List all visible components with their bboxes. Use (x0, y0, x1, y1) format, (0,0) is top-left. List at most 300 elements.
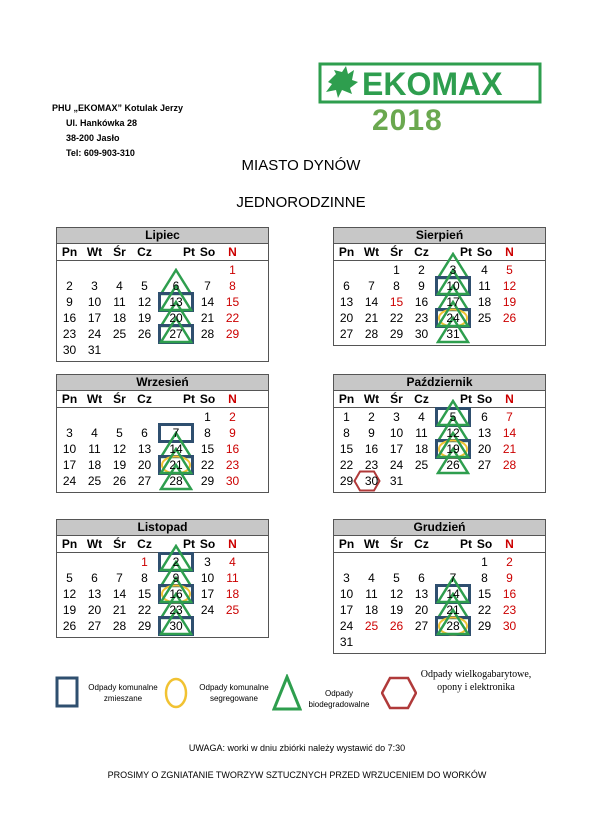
day-cell (472, 586, 497, 602)
weekday-label: Pt (460, 392, 472, 406)
month-block (56, 519, 269, 638)
day-cell (82, 409, 107, 425)
day-number: 6 (172, 279, 180, 293)
day-cell (434, 441, 472, 457)
weekday-label: Pt (183, 537, 195, 551)
day-cell (359, 294, 384, 310)
day-cell (195, 342, 220, 358)
day-number: 16 (62, 311, 77, 325)
day-cell (434, 602, 472, 618)
week-row (57, 586, 268, 602)
day-cell (384, 425, 409, 441)
day-cell (359, 457, 384, 473)
weekday-label: Wt (363, 245, 380, 259)
day-cell (497, 634, 522, 650)
weekday-label: Śr (390, 537, 403, 551)
day-number: 18 (364, 603, 379, 617)
day-number: 15 (477, 587, 492, 601)
week-row (57, 278, 268, 294)
day-number: 19 (62, 603, 77, 617)
day-cell (82, 342, 107, 358)
day-cell (220, 425, 245, 441)
day-cell (334, 425, 359, 441)
day-cell (82, 310, 107, 326)
week-row (334, 602, 545, 618)
day-cell (220, 602, 245, 618)
day-number: 30 (62, 343, 77, 357)
week-row (334, 310, 545, 326)
week-row (334, 457, 545, 473)
legend-segregated-icon (163, 676, 189, 713)
day-number: 2 (418, 263, 425, 277)
weekday-label: So (476, 245, 493, 259)
weekday-label: Cz (414, 537, 429, 551)
day-cell (57, 570, 82, 586)
day-cell (195, 262, 220, 278)
day-cell (220, 457, 245, 473)
day-number: 1 (204, 410, 211, 424)
day-number: 13 (169, 295, 183, 309)
day-cell (57, 278, 82, 294)
day-cell (359, 473, 384, 489)
day-cell (132, 554, 157, 570)
day-cell (82, 554, 107, 570)
day-number: 20 (477, 442, 492, 456)
day-cell (107, 278, 132, 294)
day-number: 31 (389, 474, 404, 488)
day-number: 25 (112, 327, 127, 341)
day-cell (157, 618, 195, 634)
company-info (52, 101, 183, 161)
day-number: 30 (364, 474, 379, 488)
weekday-header (57, 244, 268, 261)
day-number: 24 (446, 311, 460, 325)
weekday-label: Pt (183, 392, 195, 406)
day-cell (132, 310, 157, 326)
day-number: 26 (446, 458, 460, 472)
day-cell (107, 554, 132, 570)
day-number: 25 (414, 458, 429, 472)
day-number: 2 (66, 279, 73, 293)
weekday-header (334, 244, 545, 261)
day-cell (132, 441, 157, 457)
day-number: 22 (389, 311, 404, 325)
week-row (57, 342, 268, 358)
day-cell (195, 473, 220, 489)
day-number: 29 (200, 474, 215, 488)
day-cell (57, 441, 82, 457)
day-number: 28 (446, 619, 460, 633)
day-cell (132, 262, 157, 278)
day-number: 25 (477, 311, 492, 325)
day-number: 21 (446, 603, 460, 617)
day-cell (107, 586, 132, 602)
page-title: MIASTO DYNÓW (241, 157, 361, 174)
day-number: 6 (418, 571, 425, 585)
day-number: 18 (414, 442, 429, 456)
day-cell (359, 441, 384, 457)
day-number: 9 (368, 426, 375, 440)
day-cell (107, 409, 132, 425)
day-cell (434, 457, 472, 473)
day-number: 27 (169, 327, 183, 341)
day-number: 19 (389, 603, 404, 617)
day-number: 30 (414, 327, 429, 341)
plastic-note: PROSIMY O ZGNIATANIE TWORZYW SZTUCZNYCH PRZED WRZUCENIEM DO WORKÓW (107, 770, 487, 780)
day-cell (220, 294, 245, 310)
day-number: 9 (418, 279, 425, 293)
day-cell (57, 457, 82, 473)
day-cell (82, 457, 107, 473)
day-number: 11 (226, 571, 239, 585)
day-cell (409, 441, 434, 457)
day-cell (384, 278, 409, 294)
day-cell (157, 602, 195, 618)
day-cell (57, 294, 82, 310)
month-name: Lipiec (57, 228, 268, 244)
day-cell (107, 326, 132, 342)
day-cell (434, 262, 472, 278)
day-cell (409, 425, 434, 441)
weekday-label: N (505, 392, 514, 406)
day-cell (220, 342, 245, 358)
day-cell (472, 425, 497, 441)
day-cell (472, 618, 497, 634)
weekday-header (334, 391, 545, 408)
day-cell (497, 457, 522, 473)
day-cell (157, 278, 195, 294)
day-cell (157, 554, 195, 570)
day-cell (497, 441, 522, 457)
weekday-label: Pn (61, 392, 78, 406)
day-cell (334, 294, 359, 310)
day-cell (107, 473, 132, 489)
day-cell (132, 278, 157, 294)
day-number: 7 (368, 279, 375, 293)
day-number: 16 (364, 442, 379, 456)
day-number: 2 (172, 555, 180, 569)
day-cell (472, 473, 497, 489)
weekday-label: Wt (86, 245, 103, 259)
legend-bulky-icon (381, 674, 417, 715)
day-cell (497, 310, 522, 326)
week-row (334, 618, 545, 634)
day-cell (157, 342, 195, 358)
week-row (334, 425, 545, 441)
day-number: 28 (112, 619, 127, 633)
day-number: 26 (137, 327, 152, 341)
day-cell (384, 602, 409, 618)
weekday-label: Cz (137, 537, 152, 551)
weekday-label: Pn (338, 245, 355, 259)
day-cell (107, 602, 132, 618)
day-cell (132, 473, 157, 489)
day-number: 3 (91, 279, 98, 293)
day-number: 31 (446, 327, 460, 341)
weekday-label: Pn (338, 392, 355, 406)
day-cell (359, 262, 384, 278)
day-cell (157, 262, 195, 278)
day-cell (107, 570, 132, 586)
day-number: 15 (339, 442, 354, 456)
weekday-label: Wt (363, 392, 380, 406)
day-number: 22 (225, 311, 240, 325)
week-row (57, 425, 268, 441)
week-row (334, 586, 545, 602)
day-cell (434, 586, 472, 602)
day-cell (107, 262, 132, 278)
day-cell (359, 602, 384, 618)
week-row (334, 634, 545, 650)
day-cell (409, 634, 434, 650)
day-number: 2 (229, 410, 236, 424)
day-number: 8 (141, 571, 148, 585)
day-cell (409, 554, 434, 570)
day-cell (472, 457, 497, 473)
day-cell (195, 441, 220, 457)
month-name: Grudzień (334, 520, 545, 536)
weekday-label: Śr (113, 245, 126, 259)
day-number: 5 (506, 263, 513, 277)
day-number: 28 (364, 327, 379, 341)
day-cell (334, 586, 359, 602)
day-cell (82, 618, 107, 634)
day-cell (434, 278, 472, 294)
day-cell (472, 570, 497, 586)
day-cell (472, 441, 497, 457)
day-cell (57, 473, 82, 489)
month-block (333, 374, 546, 493)
day-number: 21 (502, 442, 517, 456)
weekday-label: N (228, 537, 237, 551)
day-cell (384, 294, 409, 310)
day-number: 29 (477, 619, 492, 633)
day-number: 16 (169, 587, 183, 601)
day-cell (384, 586, 409, 602)
day-cell (359, 425, 384, 441)
day-number: 1 (343, 410, 350, 424)
company-name: PHU „EKOMAX” Kotulak Jerzy (52, 103, 184, 113)
day-number: 6 (91, 571, 98, 585)
day-cell (157, 586, 195, 602)
day-number: 27 (137, 474, 152, 488)
day-number: 23 (502, 603, 517, 617)
day-number: 19 (446, 442, 460, 456)
day-cell (497, 570, 522, 586)
weekday-label: Cz (137, 245, 152, 259)
day-number: 31 (339, 635, 354, 649)
day-number: 23 (62, 327, 77, 341)
weekday-label: Wt (86, 392, 103, 406)
day-number: 14 (446, 587, 460, 601)
day-number: 12 (112, 442, 127, 456)
day-number: 23 (225, 458, 240, 472)
day-cell (359, 409, 384, 425)
day-cell (497, 409, 522, 425)
day-number: 13 (87, 587, 102, 601)
day-cell (57, 618, 82, 634)
day-cell (384, 441, 409, 457)
day-cell (195, 618, 220, 634)
weekday-label: So (476, 537, 493, 551)
day-number: 27 (339, 327, 354, 341)
weekday-header (57, 391, 268, 408)
month-name: Wrzesień (57, 375, 268, 391)
day-number: 8 (343, 426, 350, 440)
day-cell (132, 570, 157, 586)
day-number: 4 (418, 410, 425, 424)
logo-text: EKOMAX (362, 66, 503, 102)
day-number: 15 (200, 442, 215, 456)
day-number: 22 (137, 603, 152, 617)
day-cell (220, 586, 245, 602)
day-number: 16 (502, 587, 517, 601)
day-cell (472, 409, 497, 425)
day-number: 14 (502, 426, 517, 440)
week-row (57, 473, 268, 489)
day-cell (132, 425, 157, 441)
day-cell (220, 554, 245, 570)
day-cell (195, 278, 220, 294)
day-cell (497, 294, 522, 310)
month-block (333, 519, 546, 654)
week-row (57, 441, 268, 457)
day-number: 16 (225, 442, 240, 456)
day-number: 28 (502, 458, 517, 472)
day-cell (472, 326, 497, 342)
day-cell (132, 457, 157, 473)
day-number: 24 (62, 474, 77, 488)
weekday-label: Śr (390, 392, 403, 406)
day-cell (132, 326, 157, 342)
day-number: 18 (225, 587, 240, 601)
day-cell (57, 326, 82, 342)
day-cell (497, 602, 522, 618)
day-number: 6 (343, 279, 350, 293)
day-cell (434, 634, 472, 650)
day-number: 2 (368, 410, 375, 424)
month-block (56, 374, 269, 493)
weekday-label: Wt (86, 537, 103, 551)
collection-time-note: UWAGA: worki w dniu zbiórki należy wystawić do 7:30 (188, 743, 406, 753)
day-cell (359, 554, 384, 570)
day-number: 20 (137, 458, 152, 472)
day-number: 15 (225, 295, 240, 309)
day-number: 6 (141, 426, 148, 440)
day-number: 13 (477, 426, 492, 440)
day-cell (384, 457, 409, 473)
day-cell (220, 618, 245, 634)
day-number: 15 (137, 587, 152, 601)
day-number: 10 (339, 587, 354, 601)
day-number: 24 (200, 603, 215, 617)
day-number: 26 (502, 311, 517, 325)
weekday-label: So (199, 537, 216, 551)
day-cell (334, 618, 359, 634)
day-cell (384, 326, 409, 342)
day-cell (359, 310, 384, 326)
day-cell (82, 326, 107, 342)
day-number: 17 (339, 603, 354, 617)
week-row (334, 570, 545, 586)
day-number: 24 (389, 458, 404, 472)
day-number: 26 (112, 474, 127, 488)
day-number: 1 (481, 555, 488, 569)
day-cell (82, 441, 107, 457)
day-cell (334, 409, 359, 425)
day-number: 17 (200, 587, 215, 601)
day-cell (434, 570, 472, 586)
day-cell (497, 554, 522, 570)
day-number: 9 (229, 426, 236, 440)
day-cell (384, 473, 409, 489)
day-cell (220, 326, 245, 342)
day-number: 28 (200, 327, 215, 341)
day-cell (334, 570, 359, 586)
page-subtitle: JEDNORODZINNE (236, 194, 366, 211)
day-number: 20 (339, 311, 354, 325)
day-number: 10 (62, 442, 77, 456)
day-cell (409, 457, 434, 473)
day-cell (82, 473, 107, 489)
day-number: 3 (66, 426, 73, 440)
day-cell (384, 618, 409, 634)
day-number: 2 (506, 555, 513, 569)
ekomax-logo (318, 62, 542, 104)
day-cell (384, 310, 409, 326)
day-number: 14 (364, 295, 379, 309)
day-number: 18 (477, 295, 492, 309)
day-cell (409, 294, 434, 310)
day-number: 23 (169, 603, 183, 617)
day-cell (220, 473, 245, 489)
month-name: Sierpień (334, 228, 545, 244)
week-row (57, 294, 268, 310)
day-cell (157, 441, 195, 457)
day-cell (107, 294, 132, 310)
day-cell (409, 409, 434, 425)
company-phone: Tel: 609-903-310 (66, 148, 135, 158)
day-cell (334, 634, 359, 650)
day-number: 30 (225, 474, 240, 488)
day-number: 5 (116, 426, 123, 440)
company-city: 38-200 Jasło (66, 133, 120, 143)
weekday-label: Śr (113, 537, 126, 551)
day-cell (57, 409, 82, 425)
day-number: 25 (87, 474, 102, 488)
day-number: 31 (87, 343, 102, 357)
day-number: 17 (389, 442, 404, 456)
day-number: 7 (204, 279, 211, 293)
legend-mixed-icon (55, 676, 79, 711)
day-number: 5 (141, 279, 148, 293)
day-cell (434, 425, 472, 441)
day-cell (157, 310, 195, 326)
day-number: 18 (87, 458, 102, 472)
day-cell (195, 326, 220, 342)
day-number: 3 (343, 571, 350, 585)
day-number: 6 (481, 410, 488, 424)
year: 2018 (372, 104, 443, 137)
legend-bio-icon (272, 674, 302, 715)
day-number: 9 (172, 571, 180, 585)
week-row (57, 570, 268, 586)
day-cell (472, 278, 497, 294)
day-number: 3 (449, 263, 457, 277)
day-number: 12 (389, 587, 404, 601)
day-number: 21 (169, 458, 183, 472)
day-cell (57, 262, 82, 278)
